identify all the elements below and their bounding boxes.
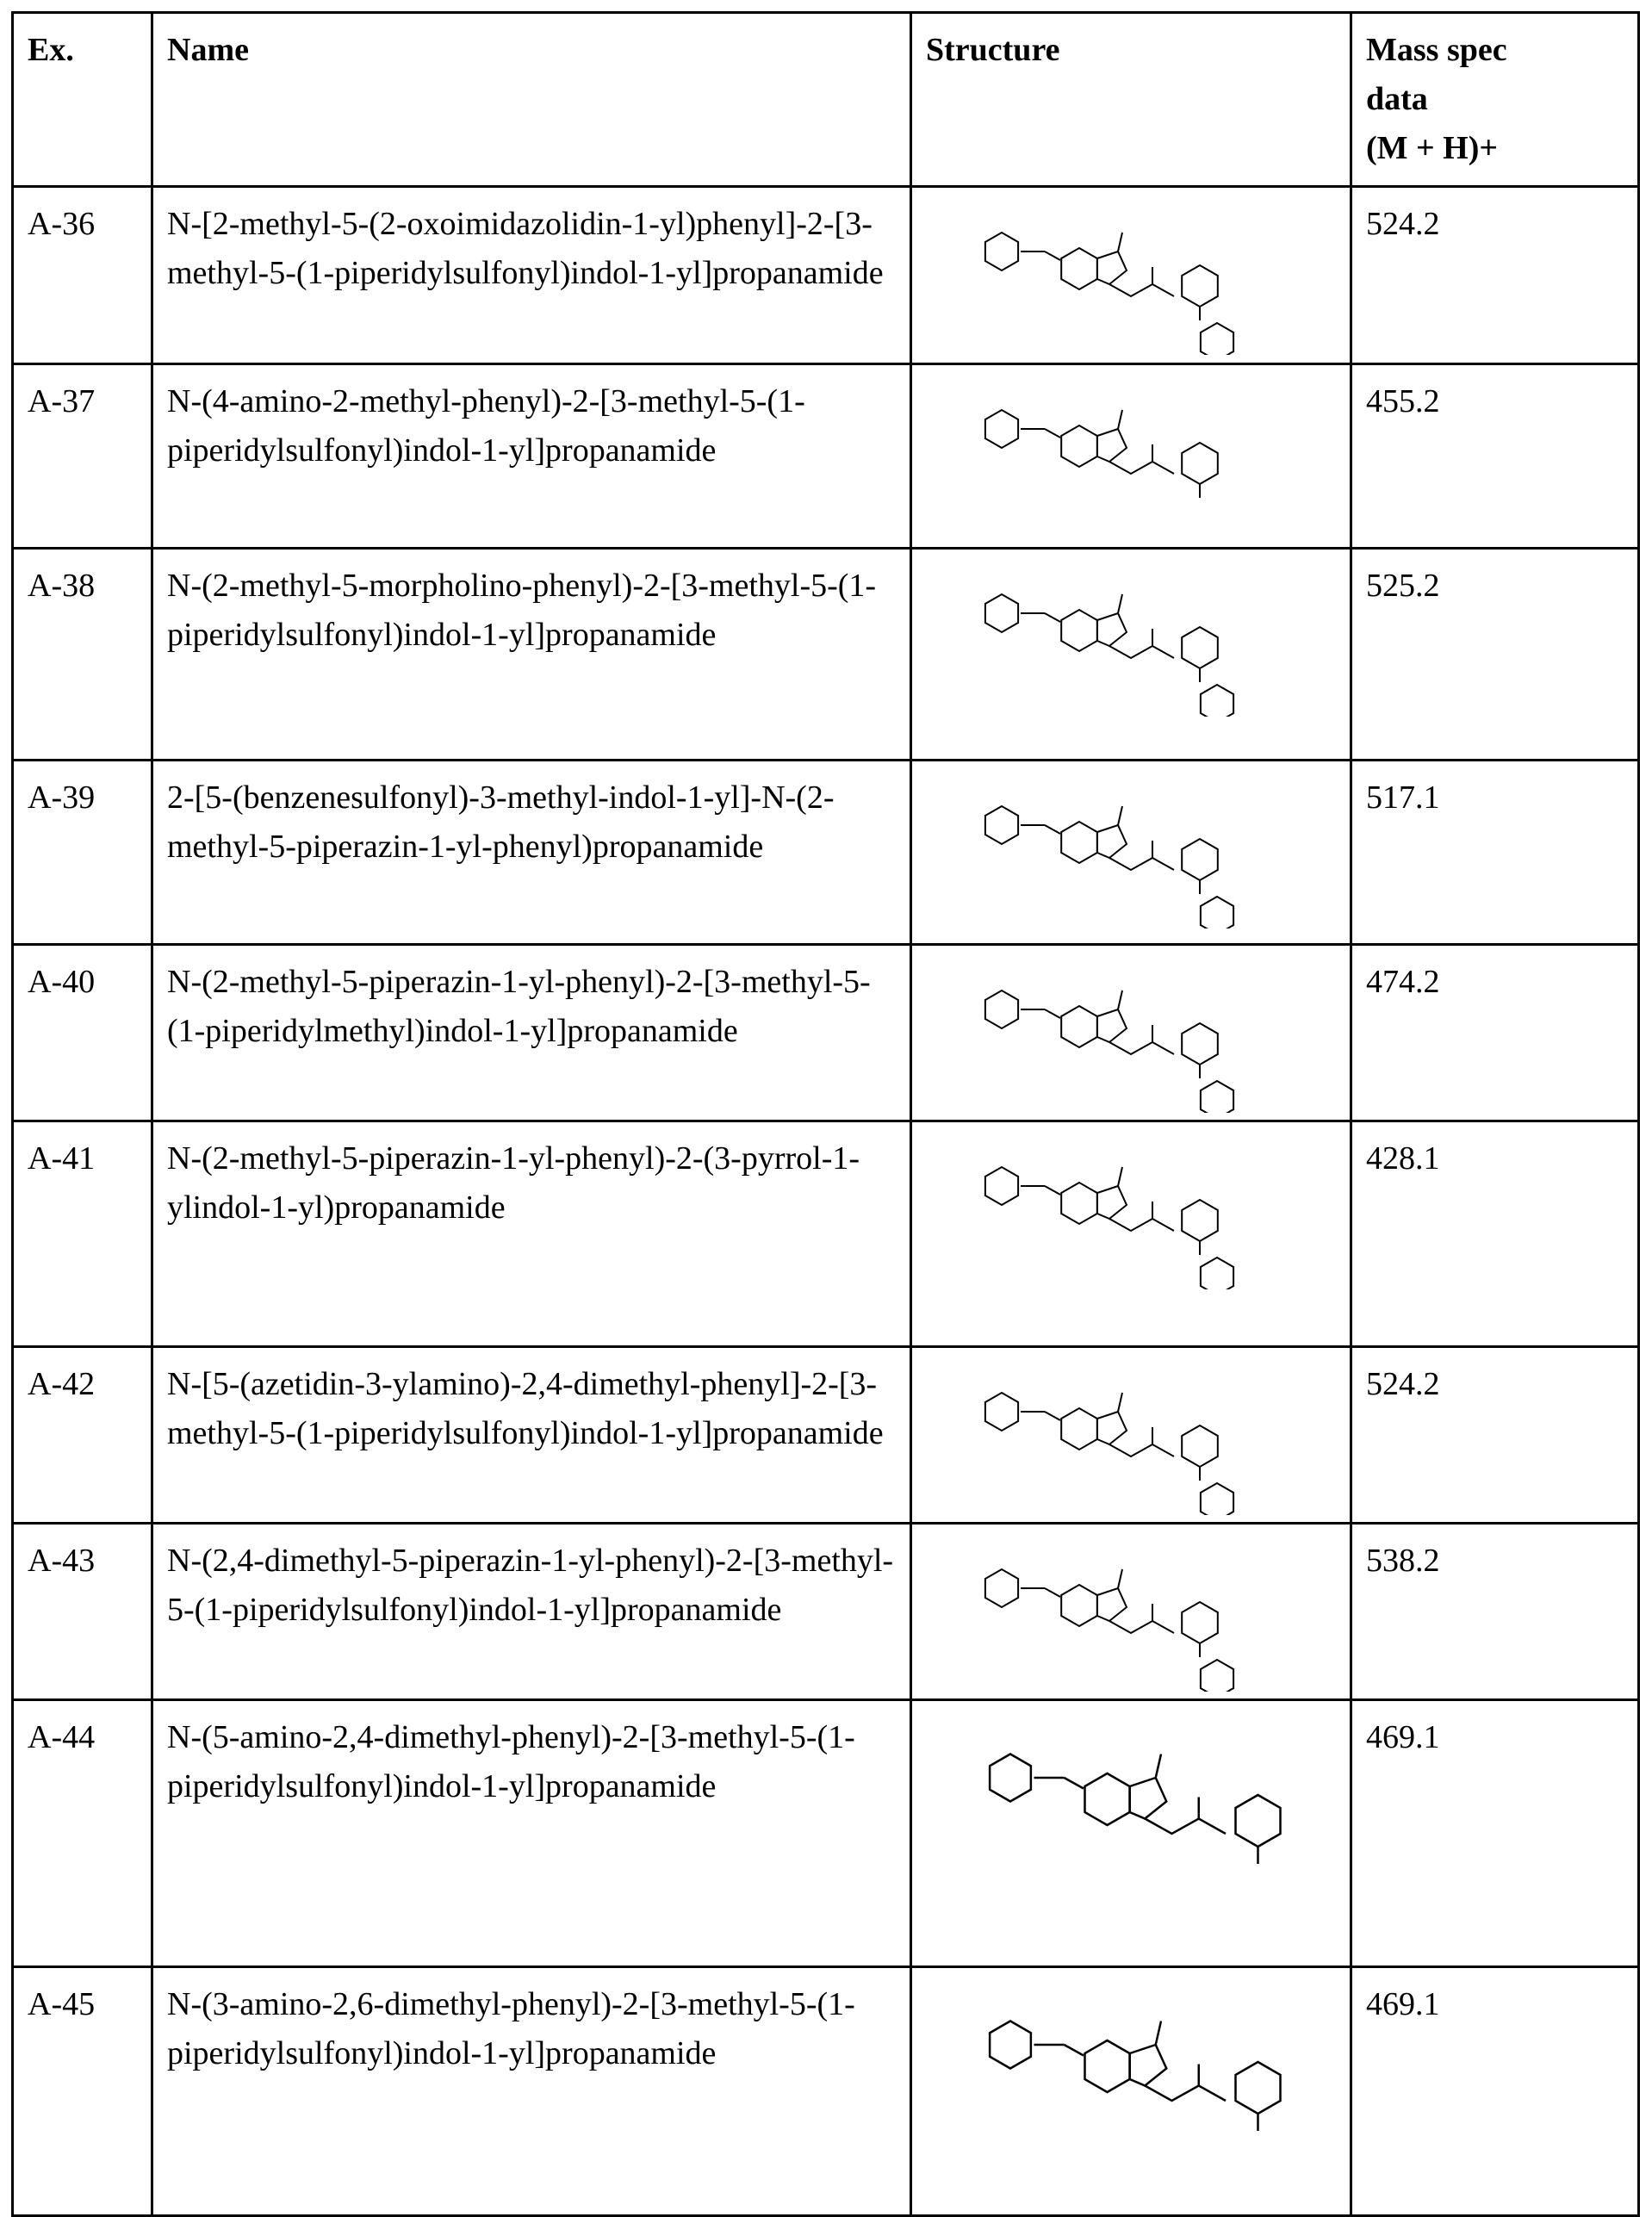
header-mass-spec (1351, 13, 1639, 187)
table-row (13, 364, 1639, 549)
cell-name: N-(2-methyl-5-piperazin-1-yl-phenyl)-2-[3-methyl-5-(1-piperidylmethyl)indol-1-yl]propanamide (152, 945, 911, 1121)
cell-structure (911, 945, 1351, 1121)
structure-drawing (967, 562, 1295, 717)
cell-name: N-[5-(azetidin-3-ylamino)-2,4-dimethyl-phenyl]-2-[3-methyl-5-(1-piperidylsulfonyl)indol-1-yl]propanamide (152, 1347, 911, 1524)
cell-ex: A-45 (13, 1967, 152, 2216)
structure-drawing (967, 773, 1295, 928)
cell-structure (911, 549, 1351, 761)
cell-mass: 469.1 (1351, 1700, 1639, 1967)
header-name: Name (152, 13, 911, 187)
header-mass-line1: Mass spec (1366, 26, 1624, 75)
cell-ex: A-39 (13, 761, 152, 945)
cell-structure (911, 1524, 1351, 1700)
structure-drawing (967, 1360, 1295, 1515)
cell-structure (911, 1347, 1351, 1524)
compound-table (11, 11, 1640, 2217)
cell-mass: 524.2 (1351, 1347, 1639, 1524)
cell-structure (911, 1967, 1351, 2216)
cell-name: N-(5-amino-2,4-dimethyl-phenyl)-2-[3-methyl-5-(1-piperidylsulfonyl)indol-1-yl]propanamide (152, 1700, 911, 1967)
table-row (13, 761, 1639, 945)
cell-ex: A-38 (13, 549, 152, 761)
table-row (13, 1121, 1639, 1347)
cell-ex: A-43 (13, 1524, 152, 1700)
header-row (13, 13, 1639, 187)
table-row (13, 1347, 1639, 1524)
cell-name: N-(2-methyl-5-piperazin-1-yl-phenyl)-2-(3-pyrrol-1-ylindol-1-yl)propanamide (152, 1121, 911, 1347)
cell-ex: A-40 (13, 945, 152, 1121)
cell-mass: 524.2 (1351, 187, 1639, 364)
header-mass-line3: (M + H)+ (1366, 124, 1624, 173)
cell-structure (911, 1121, 1351, 1347)
table-row (13, 945, 1639, 1121)
structure-drawing (967, 200, 1295, 355)
structure-drawing (967, 1713, 1295, 1911)
structure-drawing (967, 1537, 1295, 1692)
cell-ex: A-41 (13, 1121, 152, 1347)
cell-mass: 538.2 (1351, 1524, 1639, 1700)
header-ex: Ex. (13, 13, 152, 187)
table-row (13, 549, 1639, 761)
cell-name: 2-[5-(benzenesulfonyl)-3-methyl-indol-1-yl]-N-(2-methyl-5-piperazin-1-yl-phenyl)propanamide (152, 761, 911, 945)
cell-ex: A-42 (13, 1347, 152, 1524)
structure-drawing (967, 1980, 1295, 2178)
cell-ex: A-36 (13, 187, 152, 364)
cell-name: N-(2,4-dimethyl-5-piperazin-1-yl-phenyl)-2-[3-methyl-5-(1-piperidylsulfonyl)indol-1-yl]propanamide (152, 1524, 911, 1700)
table-row (13, 1524, 1639, 1700)
cell-ex: A-37 (13, 364, 152, 549)
cell-mass: 517.1 (1351, 761, 1639, 945)
cell-mass: 455.2 (1351, 364, 1639, 549)
cell-name: N-(2-methyl-5-morpholino-phenyl)-2-[3-methyl-5-(1-piperidylsulfonyl)indol-1-yl]propanamide (152, 549, 911, 761)
cell-mass: 525.2 (1351, 549, 1639, 761)
cell-name: N-(4-amino-2-methyl-phenyl)-2-[3-methyl-5-(1-piperidylsulfonyl)indol-1-yl]propanamide (152, 364, 911, 549)
structure-drawing (967, 377, 1295, 532)
table-row (13, 1700, 1639, 1967)
cell-structure (911, 761, 1351, 945)
cell-structure (911, 364, 1351, 549)
table-row (13, 187, 1639, 364)
cell-mass: 469.1 (1351, 1967, 1639, 2216)
cell-mass: 428.1 (1351, 1121, 1639, 1347)
structure-drawing (967, 1134, 1295, 1289)
header-structure: Structure (911, 13, 1351, 187)
header-mass-line2: data (1366, 75, 1624, 124)
structure-drawing (967, 958, 1295, 1113)
cell-name: N-(3-amino-2,6-dimethyl-phenyl)-2-[3-methyl-5-(1-piperidylsulfonyl)indol-1-yl]propanamide (152, 1967, 911, 2216)
cell-mass: 474.2 (1351, 945, 1639, 1121)
cell-structure (911, 187, 1351, 364)
table-row (13, 1967, 1639, 2216)
cell-name: N-[2-methyl-5-(2-oxoimidazolidin-1-yl)phenyl]-2-[3-methyl-5-(1-piperidylsulfonyl)indol-1-yl]propanamide (152, 187, 911, 364)
cell-ex: A-44 (13, 1700, 152, 1967)
cell-structure (911, 1700, 1351, 1967)
